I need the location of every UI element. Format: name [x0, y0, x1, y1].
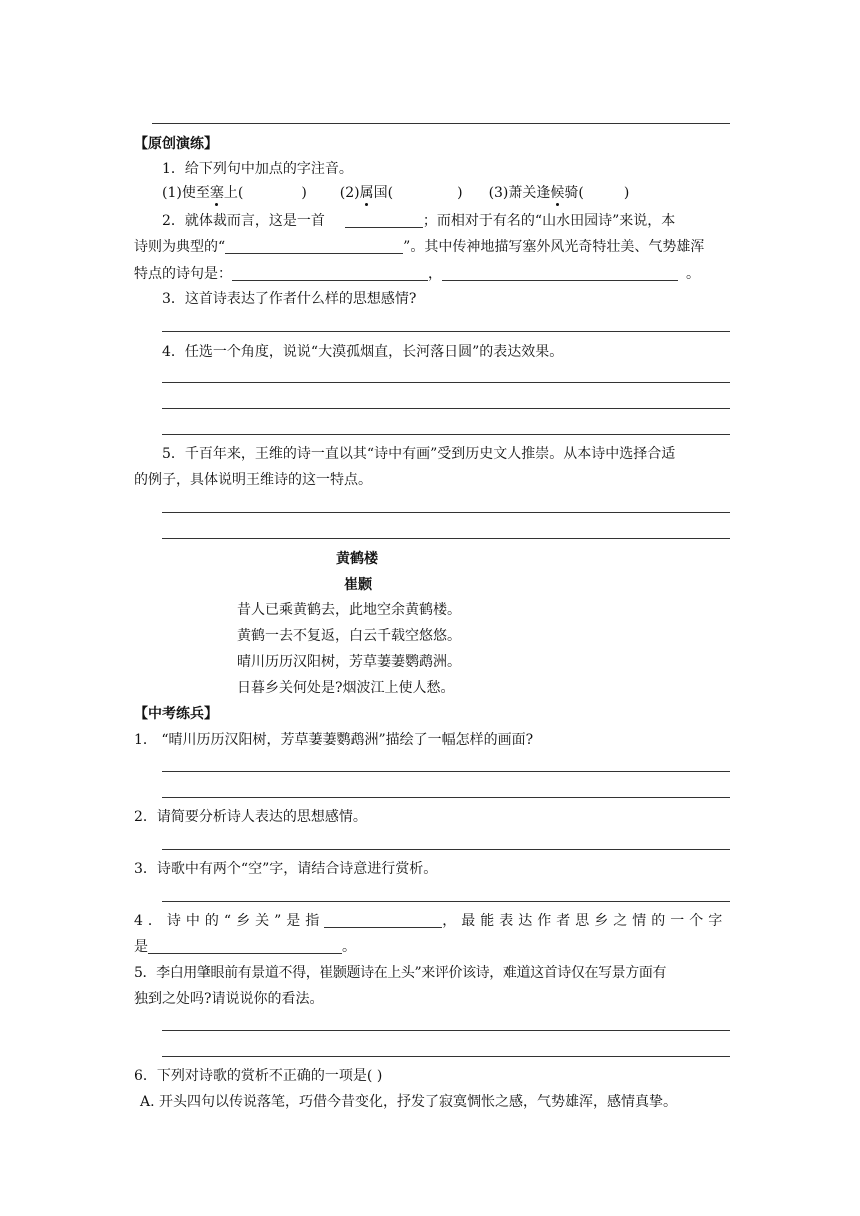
q4-blank-xiangguan[interactable] — [324, 913, 442, 928]
exam-question-5-line-2: 独到之处吗?请说说你的看法。 — [134, 991, 324, 1007]
question-5-line-2: 的例子，具体说明王维诗的这一特点。 — [134, 472, 372, 488]
answer-line[interactable] — [162, 538, 730, 539]
dotted-char-sai: 塞 — [209, 185, 224, 201]
answer-line[interactable] — [162, 771, 730, 772]
header-rule — [152, 123, 730, 124]
answer-line[interactable] — [162, 901, 730, 902]
question-1-items: (1)使至塞上( ) (2)属国( ) (3)萧关逢候骑( ) — [162, 185, 630, 201]
poem-line: 晴川历历汉阳树，芳草萋萋鹦鹉洲。 — [237, 654, 461, 670]
answer-line[interactable] — [162, 331, 730, 332]
question-2-line-1: 2．就体裁而言，这是一首 ；而相对于有名的“山水田园诗”来说，本 — [162, 213, 676, 229]
question-5-line-1: 5．千百年来，王维的诗一直以其“诗中有画”受到历史文人推崇。从本诗中选择合适 — [162, 446, 676, 462]
poem-line: 昔人已乘黄鹤去，此地空余黄鹤楼。 — [237, 602, 461, 618]
poem-title: 黄鹤楼 — [336, 551, 378, 567]
exam-question-1: 1． “晴川历历汉阳树，芳草萋萋鹦鹉洲”描绘了一幅怎样的画面? — [134, 732, 534, 748]
answer-line[interactable] — [162, 1056, 730, 1057]
exam-question-6-option-a: A. 开头四句以传说落笔，巧借今昔变化，抒发了寂寞惆怅之感，气势雄浑，感情真挚。 — [140, 1094, 678, 1110]
question-2-line-3: 特点的诗句是： ， 。 — [134, 266, 700, 282]
exam-question-5-line-1: 5．李白用肇眼前有景道不得，崔颢题诗在上头”来评价该诗，难道这首诗仅在写景方面有 — [134, 965, 667, 981]
q4-blank-character[interactable] — [148, 939, 342, 954]
dotted-char-hou: 候 — [550, 185, 565, 201]
exam-question-2: 2．请简要分析诗人表达的思想感情。 — [134, 809, 367, 825]
answer-line[interactable] — [162, 1030, 730, 1031]
q1-item-c: (3)萧关逢候骑( — [488, 185, 584, 201]
q2-blank-line-b[interactable] — [442, 266, 678, 281]
section-header-exam-practice: 【中考练兵】 — [134, 706, 218, 722]
q1-item-a: (1)使至塞上( — [162, 185, 244, 201]
q2-blank-type[interactable] — [225, 239, 403, 254]
answer-line[interactable] — [162, 382, 730, 383]
poem-line: 黄鹤一去不复返，白云千载空悠悠。 — [237, 628, 461, 644]
exam-question-4-line-1: 4．诗中的“乡关”是指 ，最能表达作者思乡之情的一个字 — [134, 913, 728, 929]
question-2-line-2: 诗则为典型的“ ”。其中传神地描写塞外风光奇特壮美、气势雄浑 — [134, 239, 705, 255]
poem-line: 日暮乡关何处是?烟波江上使人愁。 — [237, 680, 455, 696]
answer-line[interactable] — [162, 512, 730, 513]
exam-question-4-line-2: 是 。 — [134, 939, 356, 955]
exam-question-3: 3．诗歌中有两个“空”字，请结合诗意进行赏析。 — [134, 861, 438, 877]
answer-line[interactable] — [162, 434, 730, 435]
q1-item-b: (2)属国( — [339, 185, 394, 201]
answer-line[interactable] — [162, 849, 730, 850]
question-3: 3．这首诗表达了作者什么样的思想感情? — [162, 291, 417, 307]
answer-line[interactable] — [162, 408, 730, 409]
question-4: 4．任选一个角度，说说“大漠孤烟直，长河落日圆”的表达效果。 — [162, 344, 564, 360]
q2-blank-genre[interactable] — [345, 213, 423, 228]
exam-question-6: 6．下列对诗歌的赏析不正确的一项是( ) — [134, 1068, 383, 1084]
section-header-original-practice: 【原创演练】 — [134, 136, 218, 152]
question-1-prompt: 1．给下列句中加点的字注音。 — [162, 161, 353, 177]
dotted-char-shu: 属 — [359, 185, 374, 201]
q2-blank-line-a[interactable] — [232, 266, 428, 281]
poem-author: 崔颢 — [344, 577, 372, 593]
answer-line[interactable] — [162, 797, 730, 798]
